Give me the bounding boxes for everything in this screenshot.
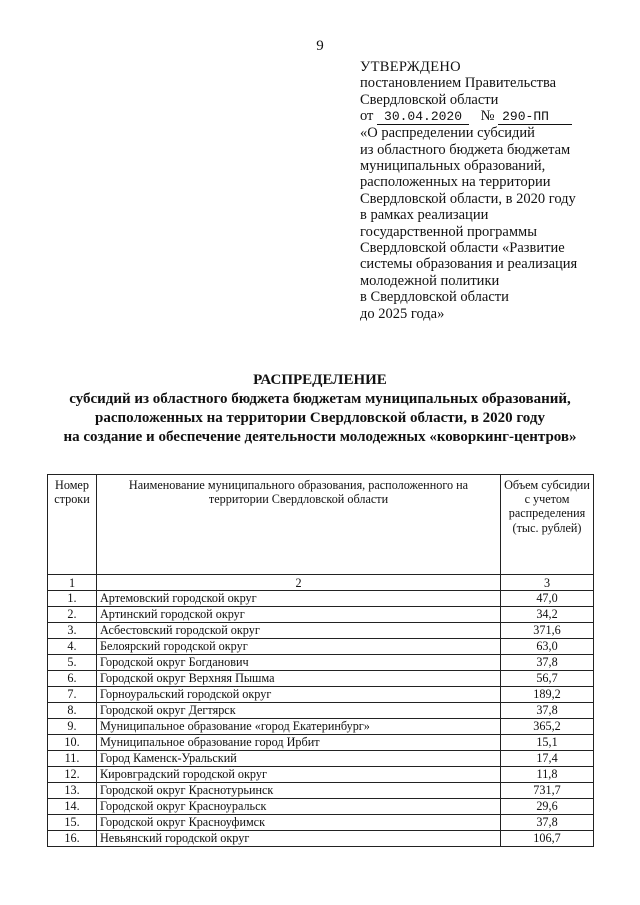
- decree-title-line: в рамках реализации: [360, 207, 489, 224]
- subsidy-value: 37,8: [501, 655, 594, 671]
- decree-date: 30.04.2020: [377, 110, 469, 125]
- table-row: [48, 623, 594, 639]
- row-number: 7.: [48, 687, 97, 703]
- subsidy-value: 11,8: [501, 767, 594, 783]
- municipality-name: Асбестовский городской округ: [97, 623, 501, 639]
- approved-label: УТВЕРЖДЕНО: [360, 59, 461, 75]
- decree-title-line: Свердловской области «Развитие: [360, 240, 565, 257]
- municipality-name: Муниципальное образование «город Екатеринбург»: [97, 719, 501, 735]
- table-row: [48, 767, 594, 783]
- table-row: [48, 591, 594, 607]
- municipality-name: Городской округ Богданович: [97, 655, 501, 671]
- row-number: 10.: [48, 735, 97, 751]
- column-index-row: [48, 575, 594, 591]
- decree-number: 290-ПП: [498, 110, 572, 125]
- table-row: [48, 783, 594, 799]
- header-name: Наименование муниципального образования, расположенного на территории Свердловской области: [97, 475, 501, 575]
- number-prefix: №: [480, 108, 495, 125]
- subsidy-table: [47, 474, 594, 847]
- decree-title-line: из областного бюджета бюджетам: [360, 141, 571, 158]
- title-line-1: субсидий из областного бюджета бюджетам муниципальных образований,: [69, 391, 571, 407]
- approval-date-line: [360, 108, 630, 125]
- municipality-name: Город Каменск-Уральский: [97, 751, 501, 767]
- column-index: 3: [501, 575, 594, 591]
- municipality-name: Городской округ Красноуральск: [97, 799, 501, 815]
- table-row: [48, 639, 594, 655]
- header-volume: Объем субсидии с учетом распределения (тыс. рублей): [501, 475, 594, 575]
- table-row: [48, 735, 594, 751]
- decree-title-line: до 2025 года»: [360, 305, 445, 322]
- table-row: [48, 671, 594, 687]
- title-line-3: на создание и обеспечение деятельности молодежных «коворкинг-центров»: [63, 429, 577, 445]
- page-number: 9: [316, 38, 324, 54]
- table-row: [48, 719, 594, 735]
- subsidy-value: 189,2: [501, 687, 594, 703]
- subsidy-value: 731,7: [501, 783, 594, 799]
- table-row: [48, 607, 594, 623]
- municipality-name: Артемовский городской округ: [97, 591, 501, 607]
- subsidy-value: 365,2: [501, 719, 594, 735]
- row-number: 13.: [48, 783, 97, 799]
- subsidy-value: 63,0: [501, 639, 594, 655]
- decree-title-line: государственной программы: [360, 223, 537, 240]
- municipality-name: Городской округ Дегтярск: [97, 703, 501, 719]
- column-index: 2: [97, 575, 501, 591]
- row-number: 3.: [48, 623, 97, 639]
- row-number: 6.: [48, 671, 97, 687]
- subsidy-value: 29,6: [501, 799, 594, 815]
- municipality-name: Городской округ Верхняя Пышма: [97, 671, 501, 687]
- decree-title-line: молодежной политики: [360, 272, 500, 289]
- row-number: 5.: [48, 655, 97, 671]
- table-row: [48, 703, 594, 719]
- table-row: [48, 815, 594, 831]
- row-number: 8.: [48, 703, 97, 719]
- title-line-2: расположенных на территории Свердловской области, в 2020 году: [95, 410, 545, 426]
- table-row: [48, 687, 594, 703]
- document-title: [20, 371, 620, 447]
- municipality-name: Белоярский городской округ: [97, 639, 501, 655]
- municipality-name: Городской округ Красноуфимск: [97, 815, 501, 831]
- header-num: Номер строки: [48, 475, 97, 575]
- approval-line-2: Свердловской области: [360, 91, 499, 108]
- municipality-name: Артинский городской округ: [97, 607, 501, 623]
- decree-title-line: системы образования и реализация: [360, 256, 578, 273]
- decree-title-line: муниципальных образований,: [360, 158, 546, 175]
- decree-title-line: расположенных на территории: [360, 174, 551, 191]
- subsidy-value: 56,7: [501, 671, 594, 687]
- row-number: 14.: [48, 799, 97, 815]
- approval-line-1: постановлением Правительства: [360, 75, 557, 92]
- municipality-name: Невьянский городской округ: [97, 831, 501, 847]
- decree-title-line: Свердловской области, в 2020 году: [360, 190, 576, 207]
- subsidy-value: 34,2: [501, 607, 594, 623]
- municipality-name: Горноуральский городской округ: [97, 687, 501, 703]
- subsidy-value: 15,1: [501, 735, 594, 751]
- municipality-name: Муниципальное образование город Ирбит: [97, 735, 501, 751]
- table-row: [48, 799, 594, 815]
- row-number: 12.: [48, 767, 97, 783]
- decree-title-line: «О распределении субсидий: [360, 125, 535, 142]
- row-number: 16.: [48, 831, 97, 847]
- decree-title-line: в Свердловской области: [360, 289, 509, 306]
- title-heading: РАСПРЕДЕЛЕНИЕ: [253, 372, 387, 388]
- table-row: [48, 655, 594, 671]
- date-prefix: от: [360, 108, 374, 125]
- subsidy-value: 17,4: [501, 751, 594, 767]
- column-index: 1: [48, 575, 97, 591]
- row-number: 15.: [48, 815, 97, 831]
- row-number: 9.: [48, 719, 97, 735]
- row-number: 2.: [48, 607, 97, 623]
- table-row: [48, 751, 594, 767]
- subsidy-value: 37,8: [501, 815, 594, 831]
- table-header-row: [48, 475, 594, 575]
- row-number: 4.: [48, 639, 97, 655]
- decree-title: [360, 125, 630, 322]
- table-row: [48, 831, 594, 847]
- municipality-name: Кировградский городской округ: [97, 767, 501, 783]
- approval-block: [360, 59, 630, 322]
- subsidy-value: 106,7: [501, 831, 594, 847]
- subsidy-value: 47,0: [501, 591, 594, 607]
- subsidy-value: 37,8: [501, 703, 594, 719]
- municipality-name: Городской округ Краснотурьинск: [97, 783, 501, 799]
- row-number: 11.: [48, 751, 97, 767]
- subsidy-value: 371,6: [501, 623, 594, 639]
- row-number: 1.: [48, 591, 97, 607]
